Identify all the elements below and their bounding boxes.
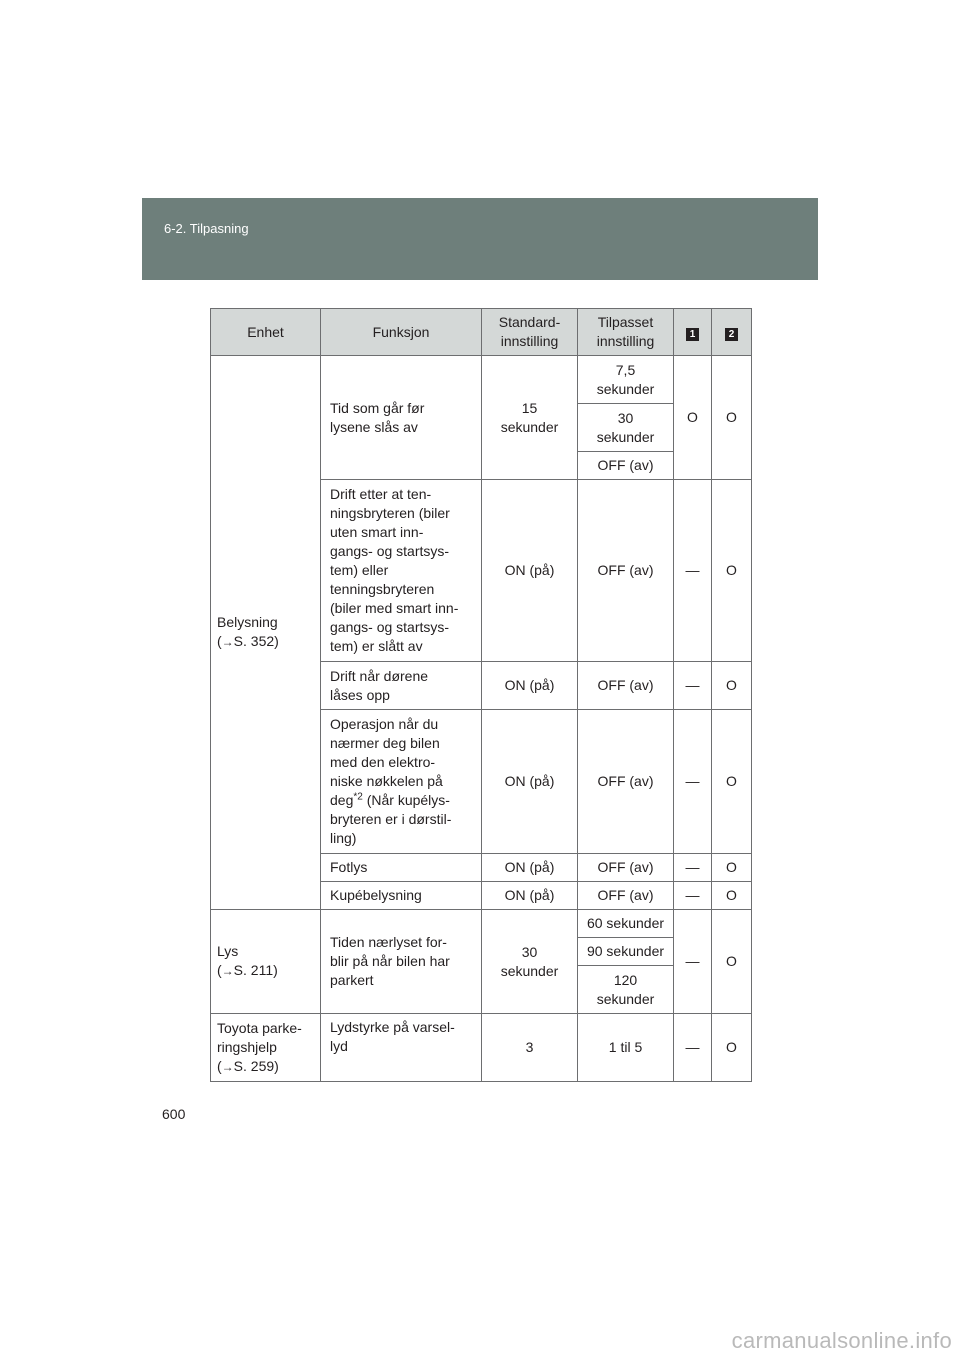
page-number: 600 <box>162 1106 186 1122</box>
col1-cell: O <box>674 356 712 480</box>
customization-table <box>210 308 752 1082</box>
header-custom: Tilpasset innstilling <box>578 309 674 356</box>
col2-cell: O <box>712 882 752 910</box>
table-header-row <box>211 309 752 356</box>
unit-label: Lys <box>217 943 239 959</box>
badge-1-icon: 1 <box>686 328 699 341</box>
default-cell: ON (på) <box>482 662 578 710</box>
col2-cell: O <box>712 662 752 710</box>
function-cell: Tiden nærlyset for- blir på når bilen har parkert <box>321 910 482 1014</box>
default-cell: 15 sekunder <box>482 356 578 480</box>
custom-cell: 90 sekunder <box>578 938 674 966</box>
default-cell: ON (på) <box>482 882 578 910</box>
header-col-1 <box>674 309 712 356</box>
function-cell: Lydstyrke på varsel- lyd <box>321 1014 482 1082</box>
default-cell: ON (på) <box>482 710 578 854</box>
arrow-right-icon: → <box>221 635 234 649</box>
unit-ref: S. 352) <box>233 633 279 649</box>
col2-cell: O <box>712 710 752 854</box>
watermark: carmanualsonline.info <box>731 1328 952 1353</box>
col1-cell: — <box>674 882 712 910</box>
arrow-right-icon: → <box>221 964 234 978</box>
col1-cell: — <box>674 910 712 1014</box>
col1-cell: — <box>674 710 712 854</box>
default-cell: ON (på) <box>482 854 578 882</box>
unit-ref: S. 211) <box>233 962 278 978</box>
badge-2-icon: 2 <box>725 328 738 341</box>
header-unit: Enhet <box>211 309 321 356</box>
unit-cell-toyota: Toyota parke- ringshjelp (→S. 259) <box>211 1014 321 1082</box>
function-text: Operasjon når du nærmer deg bilen med den elektro- niske nøkkelen på deg <box>330 716 443 808</box>
custom-cell: OFF (av) <box>578 452 674 480</box>
custom-cell: OFF (av) <box>578 710 674 854</box>
custom-cell: OFF (av) <box>578 854 674 882</box>
custom-cell: 1 til 5 <box>578 1014 674 1082</box>
col2-cell: O <box>712 854 752 882</box>
unit-label: Toyota parke- ringshjelp <box>217 1019 302 1055</box>
custom-cell: OFF (av) <box>578 662 674 710</box>
col2-cell: O <box>712 356 752 480</box>
function-cell: Fotlys <box>321 854 482 882</box>
function-cell: Drift når dørene låses opp <box>321 662 482 710</box>
col2-cell: O <box>712 480 752 662</box>
table-row <box>211 910 752 938</box>
header-band <box>142 198 818 280</box>
custom-cell: OFF (av) <box>578 480 674 662</box>
unit-label: Belysning <box>217 614 278 630</box>
unit-cell-lys: Lys (→S. 211) <box>211 910 321 1014</box>
table-row <box>211 1014 752 1082</box>
default-cell: ON (på) <box>482 480 578 662</box>
default-cell: 30 sekunder <box>482 910 578 1014</box>
custom-cell: OFF (av) <box>578 882 674 910</box>
custom-cell: 120 sekunder <box>578 966 674 1014</box>
col2-cell: O <box>712 910 752 1014</box>
function-cell: Kupébelysning <box>321 882 482 910</box>
custom-cell: 30 sekunder <box>578 404 674 452</box>
function-text-tail: (Når kupélys- bryteren er i dørstil- ling) <box>330 792 452 846</box>
function-cell: Tid som går før lysene slås av <box>321 356 482 480</box>
function-cell <box>321 710 482 854</box>
section-title: 6-2. Tilpasning <box>164 221 249 236</box>
footnote-mark: *2 <box>353 791 363 803</box>
col1-cell: — <box>674 1014 712 1082</box>
col1-cell: — <box>674 854 712 882</box>
function-cell: Drift etter at ten- ningsbryteren (biler uten smart inn- gangs- og startsys- tem) eller tenningsbryteren (biler med smart inn- gangs- og startsys- tem) er slått av <box>321 480 482 662</box>
custom-cell: 7,5 sekunder <box>578 356 674 404</box>
col2-cell: O <box>712 1014 752 1082</box>
header-col-2 <box>712 309 752 356</box>
col1-cell: — <box>674 480 712 662</box>
header-default: Standard- innstilling <box>482 309 578 356</box>
table-row <box>211 356 752 404</box>
custom-cell: 60 sekunder <box>578 910 674 938</box>
arrow-right-icon: → <box>221 1059 234 1074</box>
col1-cell: — <box>674 662 712 710</box>
unit-ref: S. 259) <box>233 1057 279 1074</box>
unit-cell-belysning: Belysning (→S. 352) <box>211 356 321 910</box>
header-function: Funksjon <box>321 309 482 356</box>
default-cell: 3 <box>482 1014 578 1082</box>
